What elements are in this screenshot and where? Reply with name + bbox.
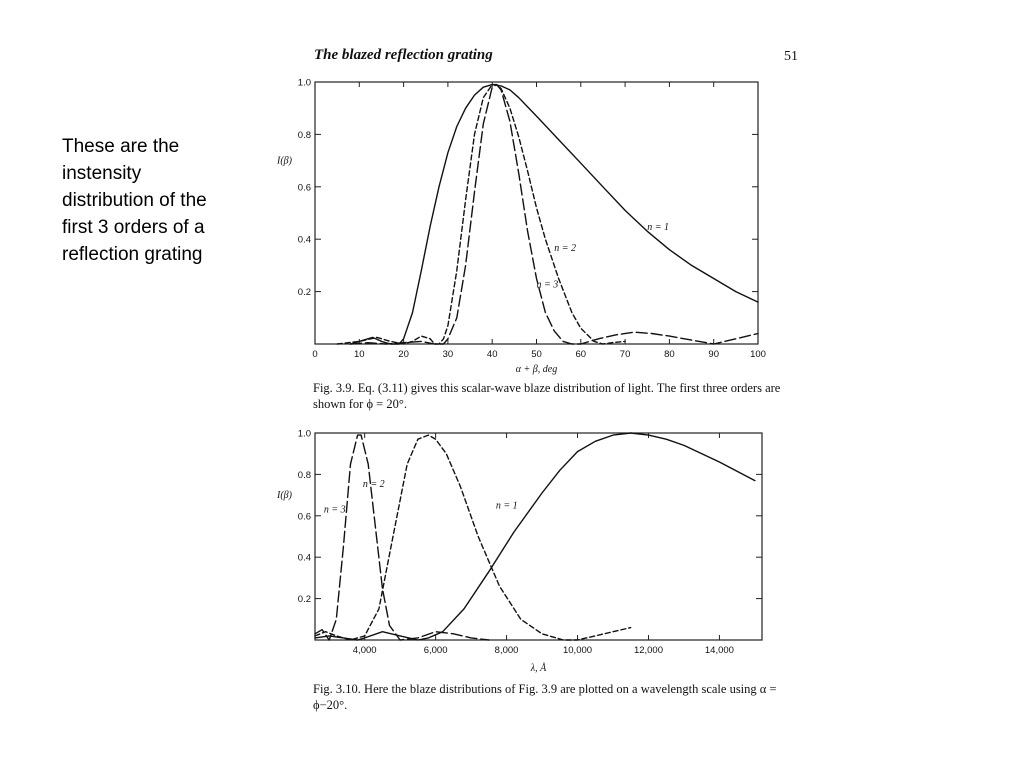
series-annotation: n = 1	[647, 222, 669, 234]
series-annotation: n = 3	[323, 504, 346, 516]
x-tick-label: 30	[442, 349, 454, 360]
y-axis-label: I(β)	[277, 490, 292, 502]
y-axis-label: I(β)	[277, 155, 292, 167]
x-tick-label: 70	[619, 349, 631, 360]
series-line-n2	[337, 85, 625, 344]
series-annotation: n = 1	[495, 500, 518, 512]
page-number: 51	[784, 49, 798, 64]
y-tick-label: 0.2	[297, 594, 311, 606]
figure-3-10-chart	[270, 425, 790, 683]
side-note: These are the instensity distribution of the first 3 orders of a reflection grating	[62, 136, 207, 265]
x-tick-label: 12,000	[633, 645, 664, 656]
y-tick-label: 1.0	[297, 77, 311, 89]
y-tick-label: 1.0	[297, 428, 311, 440]
y-tick-label: 0.4	[297, 234, 311, 246]
series-annotation: n = 2	[554, 242, 576, 254]
figure-3-10-caption: Fig. 3.10. Here the blaze distributions of Fig. 3.9 are plotted on a wavelength scale using α = ϕ−20°.	[313, 682, 777, 712]
y-tick-label: 0.2	[297, 287, 311, 299]
figure-3-9-caption: Fig. 3.9. Eq. (3.11) gives this scalar-wave blaze distribution of light. The first three orders are shown for ϕ = 20°.	[313, 381, 781, 411]
series-line-n2	[315, 435, 631, 640]
y-tick-label: 0.8	[297, 469, 311, 481]
section-title: The blazed reflection grating	[314, 47, 493, 63]
series-line-n1	[350, 85, 758, 344]
x-tick-label: 14,000	[704, 645, 734, 656]
x-tick-label: 60	[575, 349, 587, 360]
x-tick-label: 40	[486, 349, 498, 360]
series-annotation: n = 2	[362, 478, 385, 490]
x-tick-label: 4,000	[352, 645, 377, 656]
series-line-n3	[350, 85, 758, 344]
y-tick-label: 0.6	[297, 182, 311, 194]
x-tick-label: 80	[664, 349, 675, 360]
plot-frame	[315, 433, 762, 640]
x-tick-label: 50	[531, 349, 542, 360]
x-tick-label: 0	[312, 349, 318, 360]
x-tick-label: 8,000	[494, 645, 519, 656]
series-annotation: n = 3	[536, 279, 559, 291]
y-tick-label: 0.6	[297, 511, 311, 523]
figure-3-9-chart	[270, 72, 790, 382]
y-tick-label: 0.8	[297, 129, 311, 141]
x-tick-label: 10,000	[562, 645, 593, 656]
x-tick-label: 90	[708, 349, 719, 360]
x-axis-label: α + β, deg	[515, 364, 558, 375]
series-line-n1	[315, 433, 755, 640]
y-tick-label: 0.4	[297, 552, 311, 564]
x-tick-label: 20	[398, 349, 409, 360]
x-tick-label: 100	[750, 349, 766, 360]
x-tick-label: 6,000	[423, 645, 448, 656]
page-header	[314, 47, 798, 71]
x-tick-label: 10	[354, 349, 365, 360]
x-axis-label: λ, Å	[530, 663, 547, 674]
plot-frame	[315, 82, 758, 344]
